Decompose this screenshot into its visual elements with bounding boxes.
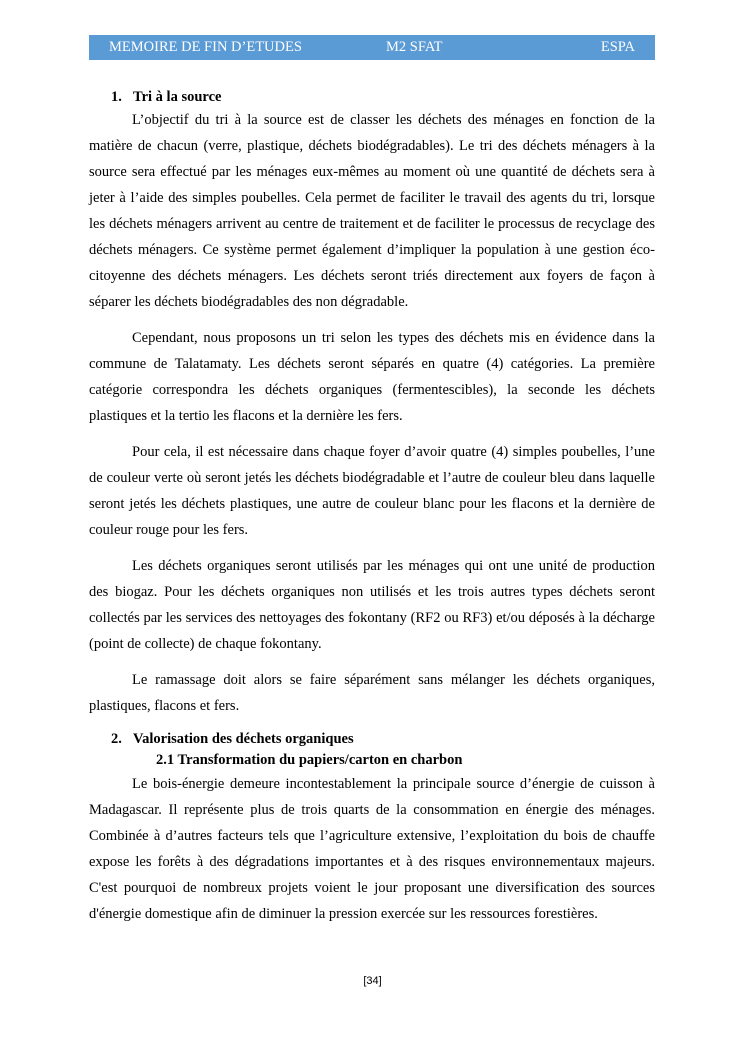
- paragraph: Pour cela, il est nécessaire dans chaque foyer d’avoir quatre (4) simples poubelles, l’une de couleur verte où seront jetés les déchets biodégradable et l’autre de couleur bleu dans laquelle seront jetés les déchets plastiques, une autre de couleur blanc pour les flacons et la dernière de couleur rouge pour les fers.: [89, 444, 655, 538]
- section-heading: 2. Valorisation des déchets organiques: [111, 731, 354, 747]
- paragraph: Les déchets organiques seront utilisés par les ménages qui ont une unité de production des biogaz. Pour les déchets organiques non utilisés et les trois autres types déchets seront collectés par les services des nettoyages des fokontany (RF2 ou RF3) et/ou déposés à la décharge (point de collecte) de chaque fokontany.: [89, 558, 655, 652]
- section-heading: 1. Tri à la source: [111, 89, 222, 105]
- paragraph: L’objectif du tri à la source est de classer les déchets des ménages en fonction de la matière de chacun (verre, plastique, déchets biodégradables). Le tri des déchets ménagers à la source sera effectué par les ménages eux-mêmes au moment où une quantité de déchets sera à jeter à l’aide des simples poubelles. Cela permet de faciliter le travail des agents du tri, lorsque les déchets ménagers arrivent au centre de traitement et de faciliter le processus de recyclage des déchets ménagers. Ce système permet également d’impliquer la population à une gestion éco-citoyenne des déchets ménagers. Les déchets seront triés directement aux foyers de façon à séparer les déchets biodégradables des non dégradable.: [89, 112, 655, 310]
- page-header: [89, 35, 655, 60]
- subsection-heading: 2.1 Transformation du papiers/carton en charbon: [156, 752, 463, 768]
- paragraph: Le ramassage doit alors se faire séparément sans mélanger les déchets organiques, plastiques, flacons et fers.: [89, 672, 655, 714]
- header-center: M2 SFAT: [386, 39, 443, 55]
- document-body: [89, 87, 655, 937]
- paragraph: Le bois-énergie demeure incontestablement la principale source d’énergie de cuisson à Madagascar. Il représente plus de trois quarts de la consommation en énergie des ménages. Combinée à d’autres facteurs tels que l’agriculture extensive, l’exploitation du bois de chauffe expose les forêts à des dégradations importantes et à des risques environnementaux majeurs. C'est pourquoi de nombreux projets voient le jour proposant une diversification des sources d'énergie domestique afin de diminuer la pression exercée sur les ressources forestières.: [89, 776, 655, 922]
- header-right: ESPA: [600, 39, 635, 55]
- page-number: [34]: [363, 975, 382, 987]
- header-left: MEMOIRE DE FIN D’ETUDES: [109, 39, 302, 55]
- paragraph: Cependant, nous proposons un tri selon les types des déchets mis en évidence dans la commune de Talatamaty. Les déchets seront séparés en quatre (4) catégories. La première catégorie correspondra les déchets organiques (fermentescibles), la seconde les déchets plastiques et la tertio les flacons et la dernière les fers.: [89, 330, 655, 424]
